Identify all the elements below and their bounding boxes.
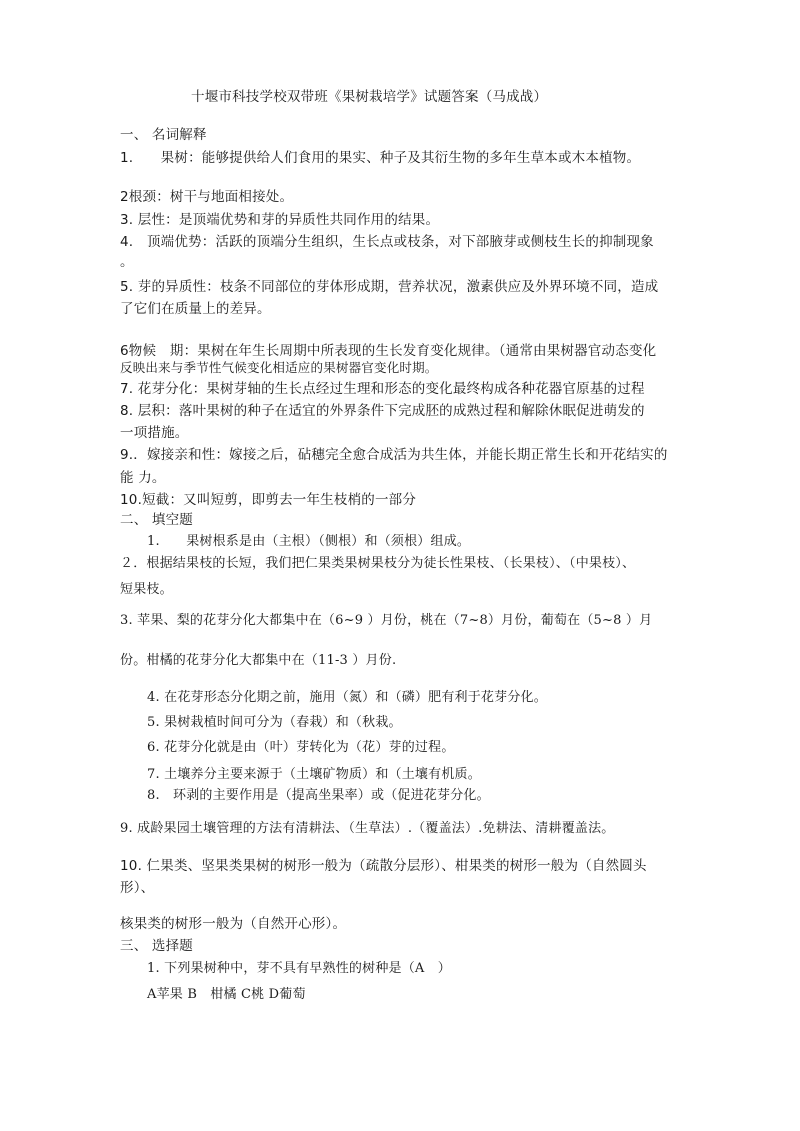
definition-item-continuation: 反映出来与季节性气候变化相适应的果树器官变化时期。 xyxy=(120,360,438,375)
choice-options: A苹果 B 柑橘 C桃 D葡萄 xyxy=(147,987,306,1002)
page-title: 十堰市科技学校双带班《果树栽培学》试题答案（马成战） xyxy=(191,89,548,105)
fill-blank-item: 3. 苹果、梨的花芽分化大都集中在（6~9 ）月份，桃在（7~8）月份，葡萄在（5~8 ）月 xyxy=(120,613,653,628)
definition-item: 1. 果树：能够提供给人们食用的果实、种子及其衍生物的多年生草本或木本植物。 xyxy=(120,150,641,166)
fill-blank-item-continuation: 形）、 xyxy=(120,880,155,896)
fill-blank-item: 6. 花芽分化就是由（叶）芽转化为（花）芽的过程。 xyxy=(147,740,455,755)
definition-item: 5. 芽的异质性：枝条不同部位的芽体形成期，营养状况，激素供应及外界环境不同，造成 xyxy=(120,279,659,295)
definition-item: 7. 花芽分化：果树芽轴的生长点经过生理和形态的变化最终构成各种花器官原基的过程 xyxy=(120,381,645,397)
fill-blank-item-continuation: 核果类的树形一般为（自然开心形）。 xyxy=(120,916,347,932)
definition-item-continuation: 一项措施。 xyxy=(120,425,189,441)
definition-item: 9.．嫁接亲和性：嫁接之后，砧穗完全愈合成活为共生体，并能长期正常生长和开花结实的 xyxy=(120,447,668,463)
section-heading-definitions: 一、 名词解释 xyxy=(120,127,207,143)
fill-blank-item: 10. 仁果类、坚果类果树的树形一般为（疏散分层形）、柑果类的树形一般为（自然圆头 xyxy=(120,858,647,874)
fill-blank-item-continuation: 份。柑橘的花芽分化大都集中在（11-3 ）月份. xyxy=(120,653,397,668)
definition-item-continuation: 了它们在质量上的差异。 xyxy=(120,301,271,317)
definition-item-continuation: 。 xyxy=(120,254,134,270)
fill-blank-item-continuation: 短果枝。 xyxy=(120,582,173,597)
fill-blank-item: 1. 果树根系是由（主根）（侧根）和（须根）组成。 xyxy=(147,534,471,549)
definition-item: 3. 层性：是顶端优势和芽的异质性共同作用的结果。 xyxy=(120,212,440,228)
definition-item-continuation: 能 力。 xyxy=(120,470,166,486)
fill-blank-item: 5. 果树栽植时间可分为（春栽）和（秋栽。 xyxy=(147,715,402,730)
fill-blank-item: 8. 环剥的主要作用是（提高坐果率）或（促进花芽分化。 xyxy=(147,788,490,803)
definition-item: 8. 层积：落叶果树的种子在适宜的外界条件下完成胚的成熟过程和解除休眠促进萌发的 xyxy=(120,403,645,419)
definition-item: 4. 顶端优势：活跃的顶端分生组织，生长点或枝条，对下部腋芽或侧枝生长的抑制现象 xyxy=(120,234,654,250)
definition-item: 6物候 期：果树在年生长周期中所表现的生长发育变化规律。（通常由果树器官动态变化 xyxy=(120,343,657,359)
fill-blank-item: 4. 在花芽形态分化期之前，施用（氮）和（磷）肥有利于花芽分化。 xyxy=(147,690,547,705)
choice-question: 1. 下列果树种中，芽不具有早熟性的树种是（A ） xyxy=(147,961,451,976)
fill-blank-item: 7. 土壤养分主要来源于（土壤矿物质）和（土壤有机质。 xyxy=(147,767,481,782)
section-heading-fill-blank: 二、 填空题 xyxy=(120,512,193,528)
definition-item: 10.短截：又叫短剪，即剪去一年生枝梢的一部分 xyxy=(120,492,417,508)
fill-blank-item: ２．根据结果枝的长短，我们把仁果类果树果枝分为徒长性果枝、（长果枝）、（中果枝）、 xyxy=(120,556,636,571)
fill-blank-item: 9. 成龄果园土壤管理的方法有清耕法、（生草法）.（覆盖法）.免耕法、清耕覆盖法。 xyxy=(120,821,615,836)
section-heading-choice: 三、 选择题 xyxy=(120,938,193,954)
definition-item: 2根颈：树干与地面相接处。 xyxy=(120,189,294,205)
